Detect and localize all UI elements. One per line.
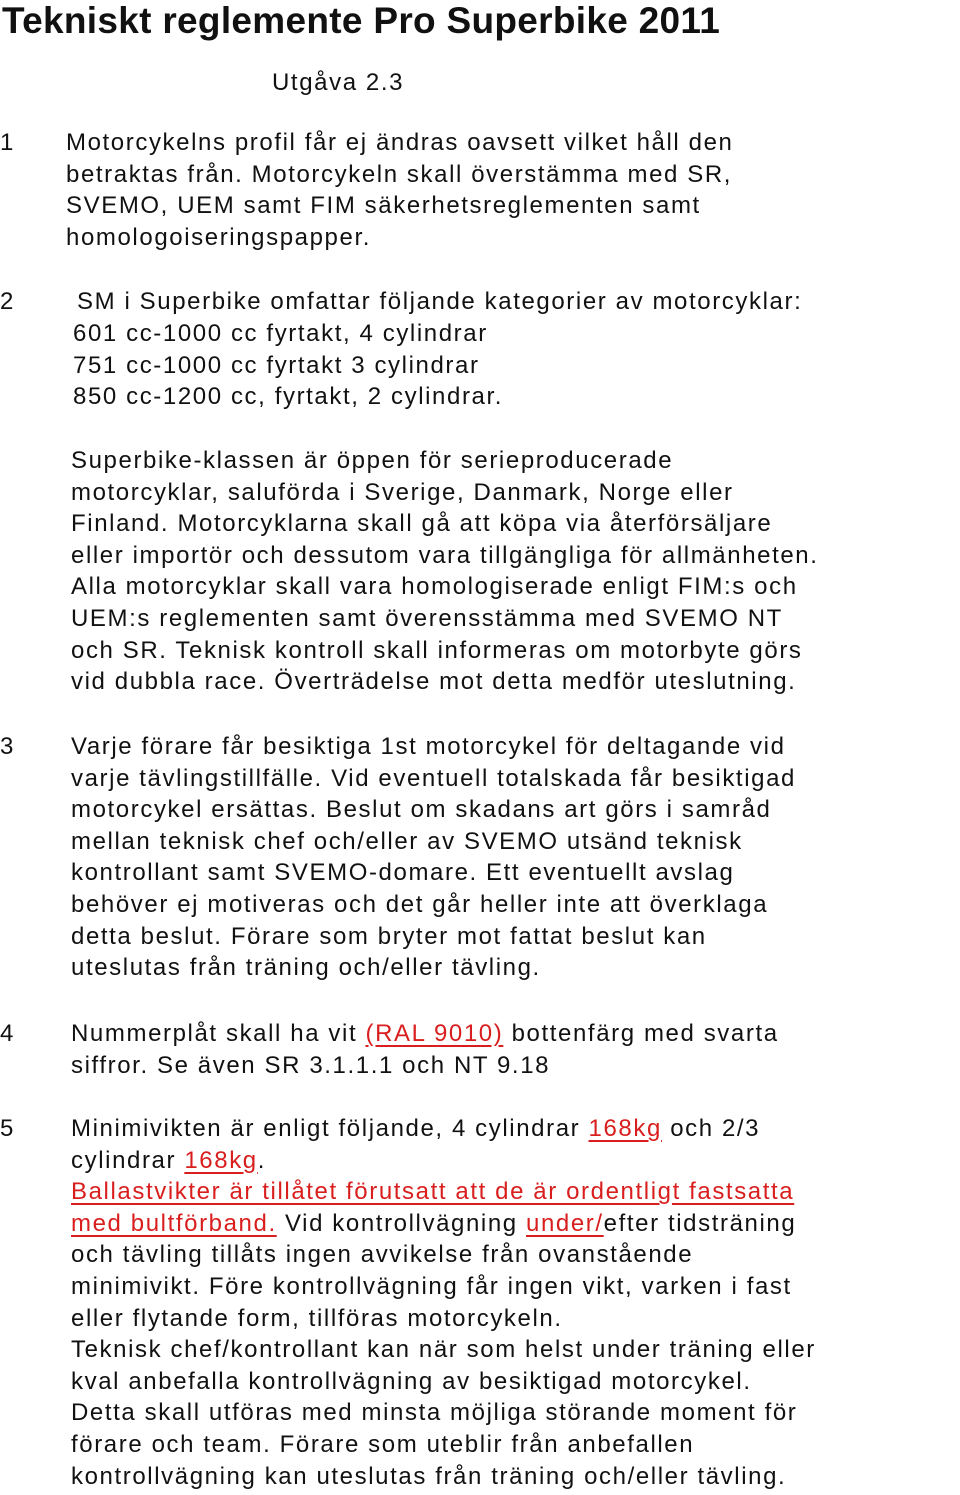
section-2-intro [77, 286, 802, 318]
section-4-text-after: bottenfärg med svarta [503, 1020, 779, 1047]
section-2-para-line: Superbike-klassen är öppen för serieproducerade [71, 447, 674, 474]
category-line: 751 cc-1000 cc fyrtakt 3 cylindrar [73, 351, 480, 379]
ballast-rule-text: Ballastvikter är tillåtet förutsatt att de är ordentligt fastsatta [71, 1178, 795, 1206]
section-5-line: kval anbefalla kontrollvägning av besiktigad motorcykel. [71, 1367, 752, 1395]
section-5-text-after: efter tidsträning [603, 1209, 797, 1237]
section-2-para-line: och SR. Teknisk kontroll skall informeras om motorbyte görs [71, 636, 803, 664]
section-5-text-before: cylindrar [71, 1146, 185, 1174]
section-3-text [71, 731, 796, 984]
section-5-number: 5 [0, 1115, 14, 1142]
section-4-number: 4 [0, 1020, 14, 1047]
section-5-line [71, 1113, 816, 1145]
section-3-line: uteslutas från träning och/eller tävling. [71, 954, 541, 982]
category-line: 850 cc-1200 cc, fyrtakt, 2 cylindrar. [73, 383, 504, 411]
section-2-line: SM i Superbike omfattar följande kategorier av motorcyklar: [77, 288, 803, 315]
section-4-line: siffror. Se även SR 3.1.1.1 och NT 9.18 [71, 1051, 551, 1079]
section-2-para-line: motorcyklar, saluförda i Sverige, Danmark, Norge eller [71, 478, 734, 506]
section-5-line: förare och team. Förare som uteblir från anbefallen [71, 1430, 695, 1458]
section-5-text [71, 1113, 816, 1492]
document-edition: Utgåva 2.3 [272, 69, 405, 96]
section-1-text [66, 127, 733, 253]
section-2-para-line: eller importör och dessutom vara tillgängliga för allmänheten. [71, 541, 819, 569]
section-1-number: 1 [0, 129, 14, 156]
section-2-number: 2 [0, 288, 14, 315]
section-5-text-after: . [257, 1146, 267, 1174]
section-3-line: kontrollant samt SVEMO-domare. Ett eventuellt avslag [71, 859, 735, 887]
section-5-line: eller flytande form, tillföras motorcykeln. [71, 1304, 563, 1332]
weight-value-4cyl: 168kg [588, 1115, 662, 1142]
section-5-text-before: Minimivikten är enligt följande, 4 cylindrar [71, 1115, 589, 1142]
section-3-number: 3 [0, 733, 14, 760]
section-5-line: Teknisk chef/kontrollant kan när som helst under träning eller [71, 1336, 816, 1364]
section-2-para-line: UEM:s reglementen samt överensstämma med SVEMO NT [71, 604, 783, 632]
ballast-rule-text-cont: med bultförband. [71, 1209, 277, 1237]
category-line: 601 cc-1000 cc fyrtakt, 4 cylindrar [73, 320, 488, 347]
section-5-line: kontrollvägning kan uteslutas från träning och/eller tävling. [71, 1462, 787, 1490]
section-2-para-line: vid dubbla race. Överträdelse mot detta medför uteslutning. [71, 668, 797, 696]
section-3-line: Varje förare får besiktiga 1st motorcykel för deltagande vid [71, 733, 786, 760]
section-5-line: minimivikt. Före kontrollvägning får ingen vikt, varken i fast [71, 1272, 792, 1300]
section-5-text-after: och 2/3 [661, 1115, 761, 1142]
section-2-para-line: Finland. Motorcyklarna skall gå att köpa via återförsäljare [71, 510, 773, 538]
section-3-line: motorcykel ersättas. Beslut om skadans art görs i samråd [71, 796, 772, 824]
under-text: under/ [526, 1209, 604, 1237]
section-5-line [71, 1145, 816, 1177]
section-5-line [71, 1208, 816, 1240]
section-4-text-before: Nummerplåt skall ha vit [71, 1020, 366, 1047]
section-1-line: homologoiseringspapper. [66, 223, 371, 251]
weight-value-23cyl: 168kg [184, 1146, 258, 1174]
section-1-line: SVEMO, UEM samt FIM säkerhetsreglementen samt [66, 192, 701, 220]
section-2-para-line: Alla motorcyklar skall vara homologiserade enligt FIM:s och [71, 573, 798, 601]
section-3-line: behöver ej motiveras och det går heller inte att överklaga [71, 890, 769, 918]
section-1-line: Motorcykelns profil får ej ändras oavsett vilket håll den [66, 129, 734, 156]
section-4-line [71, 1018, 779, 1050]
section-3-line: detta beslut. Förare som bryter mot fattat beslut kan [71, 922, 707, 950]
section-1-line: betraktas från. Motorcykeln skall överstämma med SR, [66, 160, 733, 188]
section-3-line: varje tävlingstillfälle. Vid eventuell totalskada får besiktigad [71, 764, 796, 792]
section-4-text [71, 1018, 779, 1081]
document-title: Tekniskt reglemente Pro Superbike 2011 [2, 0, 721, 41]
ral-color-code: (RAL 9010) [365, 1020, 504, 1047]
section-2-categories [73, 318, 503, 413]
section-5-line: Detta skall utföras med minsta möjliga störande moment för [71, 1399, 798, 1427]
section-2-paragraph [71, 445, 819, 698]
section-5-text-mid: Vid kontrollvägning [276, 1209, 527, 1237]
section-3-line: mellan teknisk chef och/eller av SVEMO utsänd teknisk [71, 827, 743, 855]
section-5-line: och tävling tillåts ingen avvikelse från ovanstående [71, 1241, 694, 1269]
